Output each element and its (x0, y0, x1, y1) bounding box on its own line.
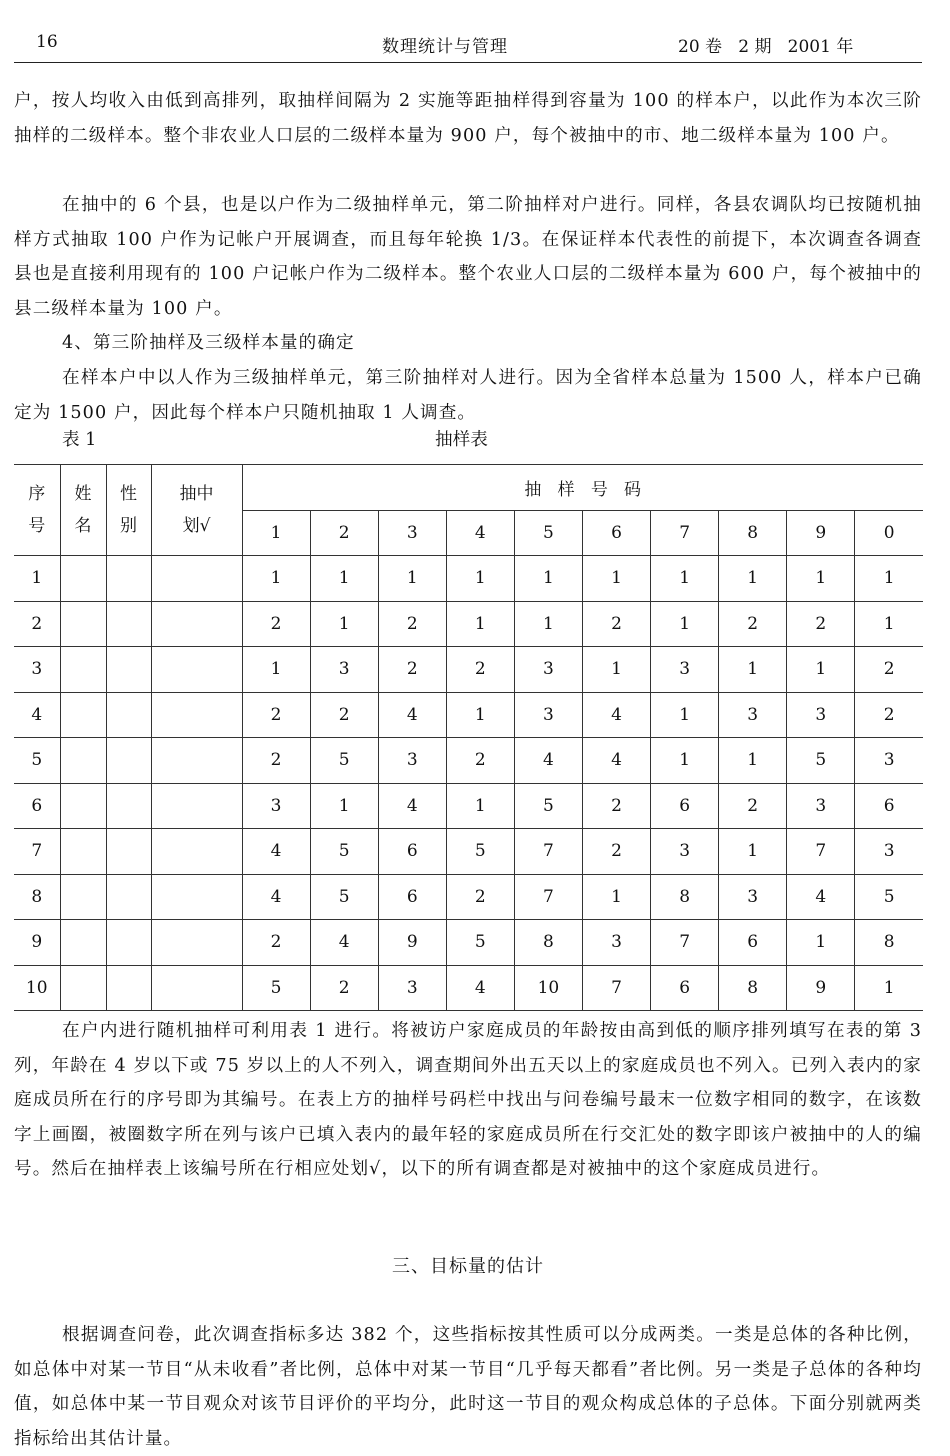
sampling-table (14, 464, 923, 1011)
table-cell: 5 (242, 965, 310, 1011)
journal-title: 数理统计与管理 (382, 37, 508, 57)
empty-cell (151, 965, 242, 1011)
empty-cell (60, 874, 106, 920)
table-cell: 1 (446, 556, 514, 602)
page-header (14, 30, 922, 63)
table-cell: 1 (855, 556, 923, 602)
table-cell: 2 (719, 601, 787, 647)
table-cell: 9 (787, 965, 855, 1011)
table-cell: 2 (242, 601, 310, 647)
empty-cell (60, 556, 106, 602)
row-seq: 2 (14, 601, 60, 647)
paragraph-1: 户，按人均收入由低到高排列，取抽样间隔为 2 实施等距抽样得到容量为 100 的样本户，以此作为本次三阶抽样的二级样本。整个非农业人口层的二级样本量为 900 户，每个被抽中的市、地二级样本量为 100 户。 (14, 91, 922, 146)
table-cell: 1 (514, 556, 582, 602)
row-seq: 10 (14, 965, 60, 1011)
table-label: 表 1 (62, 430, 97, 450)
header-sampling-numbers: 抽 样 号 码 (242, 465, 923, 511)
empty-cell (106, 874, 151, 920)
table-cell: 1 (242, 556, 310, 602)
table-cell: 1 (651, 738, 719, 784)
empty-cell (106, 920, 151, 966)
table-cell: 2 (446, 647, 514, 693)
table-cell: 2 (582, 829, 650, 875)
subsection-heading: 4、第三阶抽样及三级样本量的确定 (62, 333, 355, 353)
table-row (14, 874, 923, 920)
empty-cell (60, 692, 106, 738)
table-cell: 1 (582, 647, 650, 693)
table-row (14, 783, 923, 829)
table-cell: 4 (514, 738, 582, 784)
table-cell: 2 (446, 874, 514, 920)
table-cell: 1 (719, 738, 787, 784)
table-row (14, 601, 923, 647)
table-cell: 4 (582, 692, 650, 738)
table-cell: 1 (446, 783, 514, 829)
empty-cell (151, 920, 242, 966)
table-cell: 6 (378, 874, 446, 920)
table-cell: 2 (242, 738, 310, 784)
table-cell: 4 (787, 874, 855, 920)
table-cell: 6 (855, 783, 923, 829)
table-cell: 3 (855, 829, 923, 875)
table-cell: 3 (310, 647, 378, 693)
table-cell: 7 (651, 920, 719, 966)
table-cell: 1 (855, 965, 923, 1011)
table-cell: 6 (719, 920, 787, 966)
table-cell: 5 (514, 783, 582, 829)
empty-cell (60, 601, 106, 647)
table-cell: 5 (446, 829, 514, 875)
table-cell: 1 (719, 829, 787, 875)
table-cell: 4 (582, 738, 650, 784)
table-title: 抽样表 (435, 430, 488, 450)
table-cell: 2 (855, 692, 923, 738)
table-cell: 8 (855, 920, 923, 966)
paragraph-6: 根据调查问卷，此次调查指标多达 382 个，这些指标按其性质可以分成两类。一类是总体的各种比例，如总体中对某一节目“从未收看”者比例，总体中对某一节目“几乎每天都看”者比例。另一类是子总体的各种均值，如总体中某一节目观众对该节目评价的平均分，此时这一节目的观众构成总体的子总体。下面分别就两类指标给出其估计量。 (14, 1325, 922, 1449)
table-cell: 5 (310, 829, 378, 875)
table-cell: 8 (514, 920, 582, 966)
number-header-cell: 8 (719, 510, 787, 556)
table-cell: 3 (787, 692, 855, 738)
table-cell: 3 (651, 829, 719, 875)
table-cell: 1 (719, 556, 787, 602)
table-cell: 1 (310, 783, 378, 829)
table-cell: 6 (651, 783, 719, 829)
table-cell: 1 (582, 556, 650, 602)
empty-cell (106, 738, 151, 784)
table-cell: 2 (310, 692, 378, 738)
header-selected: 抽中 划√ (151, 465, 242, 556)
paragraph-5: 在户内进行随机抽样可利用表 1 进行。将被访户家庭成员的年龄按由高到低的顺序排列填写在表的第 3 列，年龄在 4 岁以下或 75 岁以上的人不列入，调查期间外出五天以上的家庭成员也不列入。已列入表内的家庭成员所在行的序号即为其编号。在表上方的抽样号码栏中找出与问卷编号最末一位数字相同的数字，在该数字上画圈，被圈数字所在列与该户已填入表内的最年轻的家庭成员所在行交汇处的数字即该户被抽中的人的编号。然后在抽样表上该编号所在行相应处划√，以下的所有调查都是对被抽中的这个家庭成员进行。 (14, 1021, 922, 1179)
table-cell: 7 (514, 829, 582, 875)
table-cell: 1 (719, 647, 787, 693)
table-cell: 8 (651, 874, 719, 920)
empty-cell (151, 647, 242, 693)
table-row (14, 965, 923, 1011)
empty-cell (151, 874, 242, 920)
table-row (14, 556, 923, 602)
table-row (14, 829, 923, 875)
table-cell: 3 (582, 920, 650, 966)
section-title: 三、目标量的估计 (392, 1256, 544, 1277)
table-cell: 3 (787, 783, 855, 829)
header-name: 姓 名 (60, 465, 106, 556)
number-header-cell: 4 (446, 510, 514, 556)
page-number: 16 (36, 32, 58, 52)
table-cell: 1 (651, 692, 719, 738)
row-seq: 6 (14, 783, 60, 829)
empty-cell (106, 601, 151, 647)
table-cell: 4 (242, 874, 310, 920)
row-seq: 7 (14, 829, 60, 875)
table-cell: 1 (787, 647, 855, 693)
number-header-cell: 0 (855, 510, 923, 556)
table-cell: 1 (582, 874, 650, 920)
table-cell: 6 (651, 965, 719, 1011)
empty-cell (106, 783, 151, 829)
table-cell: 2 (719, 783, 787, 829)
empty-cell (151, 692, 242, 738)
volume-info: 20 卷 2 期 2001 年 (678, 37, 854, 57)
row-seq: 5 (14, 738, 60, 784)
table-cell: 5 (855, 874, 923, 920)
table-cell: 1 (651, 601, 719, 647)
table-cell: 4 (378, 692, 446, 738)
table-row (14, 692, 923, 738)
header-seq: 序 号 (14, 465, 60, 556)
table-cell: 3 (378, 965, 446, 1011)
table-cell: 8 (719, 965, 787, 1011)
paragraph-4: 在样本户中以人作为三级抽样单元，第三阶抽样对人进行。因为全省样本总量为 1500 人，样本户已确定为 1500 户，因此每个样本户只随机抽取 1 人调查。 (14, 368, 922, 423)
empty-cell (151, 829, 242, 875)
table-row (14, 647, 923, 693)
table-cell: 2 (310, 965, 378, 1011)
table-cell: 3 (242, 783, 310, 829)
table-cell: 5 (446, 920, 514, 966)
table-cell: 2 (582, 783, 650, 829)
number-header-cell: 6 (582, 510, 650, 556)
table-cell: 2 (582, 601, 650, 647)
table-cell: 3 (651, 647, 719, 693)
table-cell: 1 (310, 556, 378, 602)
number-header-cell: 5 (514, 510, 582, 556)
table-cell: 7 (582, 965, 650, 1011)
number-header-cell: 7 (651, 510, 719, 556)
empty-cell (106, 829, 151, 875)
table-cell: 3 (514, 692, 582, 738)
table-cell: 2 (378, 647, 446, 693)
table-cell: 3 (378, 738, 446, 784)
table-cell: 2 (855, 647, 923, 693)
table-cell: 7 (514, 874, 582, 920)
table-cell: 10 (514, 965, 582, 1011)
empty-cell (106, 647, 151, 693)
empty-cell (60, 738, 106, 784)
empty-cell (151, 601, 242, 647)
table-cell: 3 (719, 874, 787, 920)
table-cell: 6 (378, 829, 446, 875)
table-cell: 5 (787, 738, 855, 784)
table-cell: 2 (378, 601, 446, 647)
empty-cell (60, 829, 106, 875)
number-header-cell: 9 (787, 510, 855, 556)
table-cell: 3 (719, 692, 787, 738)
empty-cell (60, 647, 106, 693)
header-gender: 性 别 (106, 465, 151, 556)
table-cell: 1 (514, 601, 582, 647)
empty-cell (60, 783, 106, 829)
table-cell: 2 (446, 738, 514, 784)
table-cell: 9 (378, 920, 446, 966)
empty-cell (60, 920, 106, 966)
table-row (14, 738, 923, 784)
empty-cell (151, 556, 242, 602)
empty-cell (151, 783, 242, 829)
row-seq: 1 (14, 556, 60, 602)
table-cell: 1 (855, 601, 923, 647)
table-cell: 1 (787, 556, 855, 602)
row-seq: 3 (14, 647, 60, 693)
table-cell: 5 (310, 874, 378, 920)
table-cell: 3 (855, 738, 923, 784)
number-header-cell: 3 (378, 510, 446, 556)
table-cell: 1 (310, 601, 378, 647)
row-seq: 8 (14, 874, 60, 920)
table-cell: 4 (446, 965, 514, 1011)
number-header-cell: 2 (310, 510, 378, 556)
empty-cell (60, 965, 106, 1011)
empty-cell (151, 738, 242, 784)
table-cell: 2 (787, 601, 855, 647)
table-cell: 1 (446, 692, 514, 738)
number-header-cell: 1 (242, 510, 310, 556)
table-cell: 1 (378, 556, 446, 602)
table-cell: 4 (378, 783, 446, 829)
table-cell: 1 (651, 556, 719, 602)
table-cell: 4 (242, 829, 310, 875)
paragraph-2: 在抽中的 6 个县，也是以户作为二级抽样单元，第二阶抽样对户进行。同样，各县农调队均已按随机抽样方式抽取 100 户作为记帐户开展调查，而且每年轮换 1/3。在保证样本代表性的前提下，本次调查各调查县也是直接利用现有的 100 户记帐户作为二级样本。整个农业人口层的二级样本量为 600 户，每个被抽中的县二级样本量为 100 户。 (14, 195, 922, 319)
table-cell: 2 (242, 692, 310, 738)
table-cell: 1 (242, 647, 310, 693)
empty-cell (106, 965, 151, 1011)
table-cell: 4 (310, 920, 378, 966)
table-row (14, 920, 923, 966)
table-cell: 1 (787, 920, 855, 966)
table-cell: 2 (242, 920, 310, 966)
empty-cell (106, 692, 151, 738)
row-seq: 4 (14, 692, 60, 738)
table-cell: 3 (514, 647, 582, 693)
table-cell: 7 (787, 829, 855, 875)
table-cell: 1 (446, 601, 514, 647)
empty-cell (106, 556, 151, 602)
table-cell: 5 (310, 738, 378, 784)
row-seq: 9 (14, 920, 60, 966)
